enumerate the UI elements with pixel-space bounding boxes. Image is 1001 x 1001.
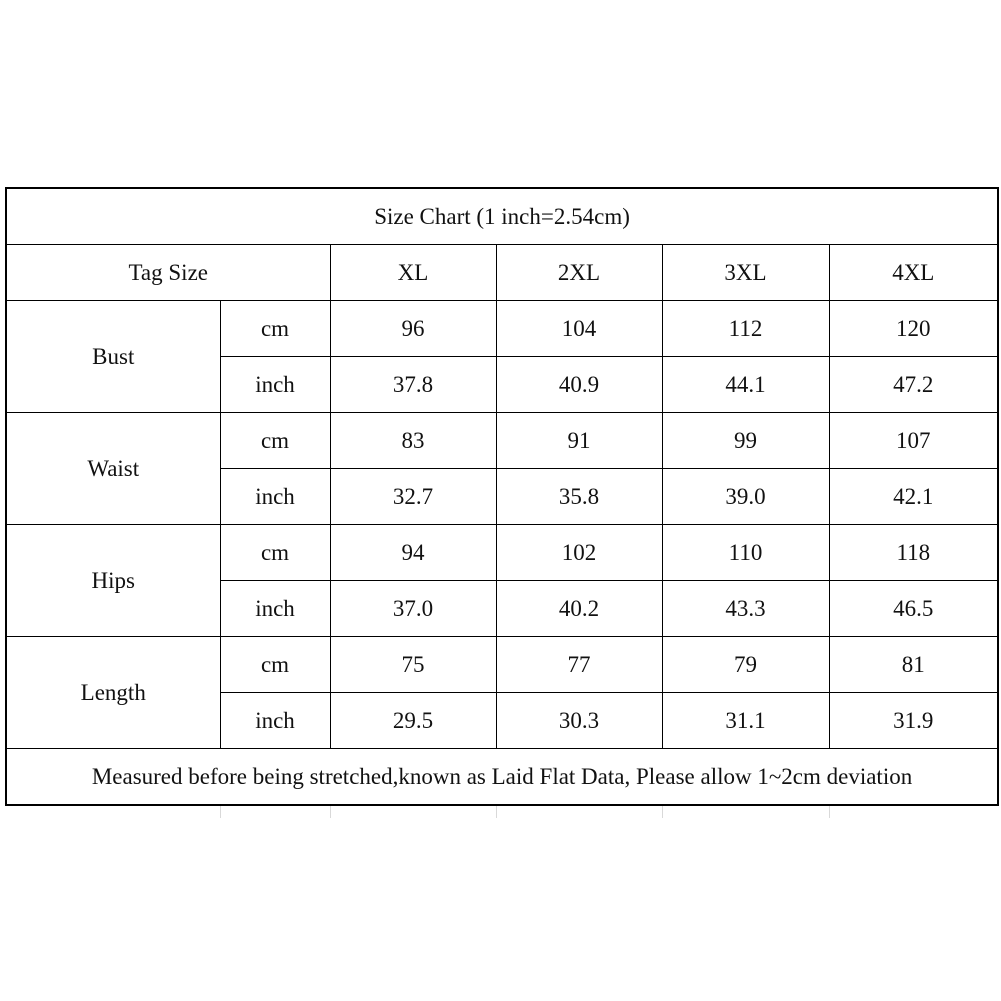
value-cell: 91	[496, 413, 662, 469]
measurement-name-hips: Hips	[6, 525, 220, 637]
measurement-name-waist: Waist	[6, 413, 220, 525]
measurement-note: Measured before being stretched,known as Laid Flat Data, Please allow 1~2cm deviation	[6, 749, 998, 806]
tag-size-label: Tag Size	[6, 245, 330, 301]
value-cell: 46.5	[829, 581, 998, 637]
gridline	[496, 806, 497, 818]
size-header-4xl: 4XL	[829, 245, 998, 301]
value-cell: 81	[829, 637, 998, 693]
table-row	[6, 301, 998, 357]
value-cell: 37.8	[330, 357, 496, 413]
measurement-name-bust: Bust	[6, 301, 220, 413]
unit-cell: cm	[220, 301, 330, 357]
unit-cell: inch	[220, 693, 330, 749]
unit-cell: inch	[220, 357, 330, 413]
unit-cell: cm	[220, 637, 330, 693]
value-cell: 75	[330, 637, 496, 693]
value-cell: 99	[662, 413, 829, 469]
value-cell: 37.0	[330, 581, 496, 637]
value-cell: 107	[829, 413, 998, 469]
chart-title: Size Chart (1 inch=2.54cm)	[6, 188, 998, 245]
value-cell: 77	[496, 637, 662, 693]
value-cell: 31.1	[662, 693, 829, 749]
gridline	[662, 806, 663, 818]
value-cell: 83	[330, 413, 496, 469]
value-cell: 42.1	[829, 469, 998, 525]
table-row	[6, 525, 998, 581]
unit-cell: inch	[220, 581, 330, 637]
value-cell: 40.9	[496, 357, 662, 413]
value-cell: 43.3	[662, 581, 829, 637]
value-cell: 94	[330, 525, 496, 581]
unit-cell: cm	[220, 525, 330, 581]
header-row	[6, 245, 998, 301]
note-row	[6, 749, 998, 806]
gridline	[220, 806, 221, 818]
value-cell: 104	[496, 301, 662, 357]
value-cell: 35.8	[496, 469, 662, 525]
size-header-3xl: 3XL	[662, 245, 829, 301]
value-cell: 120	[829, 301, 998, 357]
table-row	[6, 413, 998, 469]
value-cell: 39.0	[662, 469, 829, 525]
table-row	[6, 637, 998, 693]
value-cell: 112	[662, 301, 829, 357]
measurement-name-length: Length	[6, 637, 220, 749]
size-chart-table	[5, 187, 999, 806]
value-cell: 118	[829, 525, 998, 581]
size-header-xl: XL	[330, 245, 496, 301]
unit-cell: cm	[220, 413, 330, 469]
value-cell: 102	[496, 525, 662, 581]
value-cell: 96	[330, 301, 496, 357]
gridline	[330, 806, 331, 818]
value-cell: 44.1	[662, 357, 829, 413]
title-row	[6, 188, 998, 245]
value-cell: 79	[662, 637, 829, 693]
value-cell: 32.7	[330, 469, 496, 525]
value-cell: 30.3	[496, 693, 662, 749]
unit-cell: inch	[220, 469, 330, 525]
value-cell: 47.2	[829, 357, 998, 413]
value-cell: 29.5	[330, 693, 496, 749]
size-header-2xl: 2XL	[496, 245, 662, 301]
gridline	[829, 806, 830, 818]
value-cell: 110	[662, 525, 829, 581]
value-cell: 40.2	[496, 581, 662, 637]
value-cell: 31.9	[829, 693, 998, 749]
